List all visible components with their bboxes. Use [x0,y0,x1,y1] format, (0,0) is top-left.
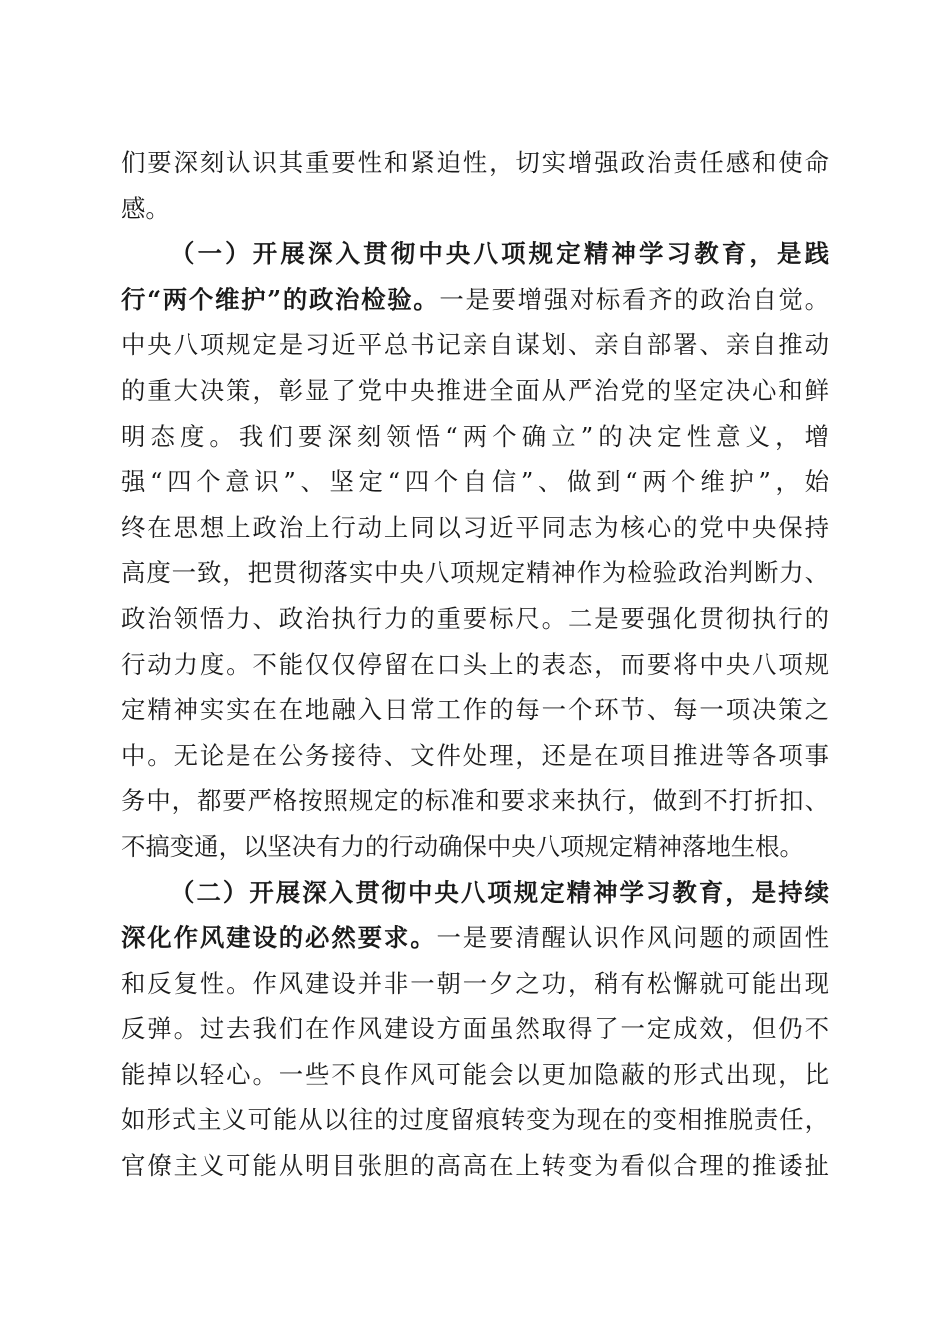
body-line [121,915,829,961]
body-line: 高度一致，把贯彻落实中央八项规定精神作为检验政治判断力、 [121,558,829,588]
body-line: 行动力度。不能仅仅停留在口头上的表态，而要将中央八项规 [121,649,829,679]
body-line: 的重大决策，彰显了党中央推进全面从严治党的坚定决心和鲜 [121,375,829,405]
body-line: 中央八项规定是习近平总书记亲自谋划、亲自部署、亲自推动 [121,330,829,360]
body-line: 们要深刻认识其重要性和紧迫性，切实增强政治责任感和使命 [121,148,829,177]
section-heading-2: （二）开展深入贯彻中央八项规定精神学习教育，是持续 [170,877,829,907]
body-line: 反弹。过去我们在作风建设方面虽然取得了一定成效，但仍不 [121,1014,829,1044]
body-line: 强“四个意识”、坚定“四个自信”、做到“两个维护”，始 [121,467,829,497]
body-line [121,277,829,323]
body-line: 和反复性。作风建设并非一朝一夕之功，稍有松懈就可能出现 [121,968,829,998]
body-line: 定精神实实在在地融入日常工作的每一个环节、每一项决策之 [121,695,829,725]
body-line: 如形式主义可能从以往的过度留痕转变为现在的变相推脱责任， [121,1105,829,1135]
section-heading-1: （一）开展深入贯彻中央八项规定精神学习教育，是践 [170,239,829,269]
body-line: 中。无论是在公务接待、文件处理，还是在项目推进等各项事 [121,740,829,770]
body-line: 终在思想上政治上行动上同以习近平同志为核心的党中央保持 [121,512,829,542]
body-line: 务中，都要严格按照规定的标准和要求来执行，做到不打折扣、 [121,786,829,816]
body-line: 能掉以轻心。一些不良作风可能会以更加隐蔽的形式出现，比 [121,1059,829,1089]
section-heading-2-end: 深化作风建设的必然要求。 [121,923,437,953]
body-line: 政治领悟力、政治执行力的重要标尺。二是要强化贯彻执行的 [121,603,829,633]
body-line: 官僚主义可能从明目张胆的高高在上转变为看似合理的推诿扯 [121,1151,829,1181]
body-text: 一是要增强对标看齐的政治自觉。 [439,284,829,314]
body-line: 不搞变通，以坚决有力的行动确保中央八项规定精神落地生根。 [121,831,804,861]
document-body [121,140,829,1189]
section-heading-1-end: 行“两个维护”的政治检验。 [121,284,440,314]
body-text: 一是要清醒认识作风问题的顽固性 [436,923,829,953]
body-line: 感。 [121,193,170,223]
body-line: 明态度。我们要深刻领悟“两个确立”的决定性意义，增 [121,421,829,451]
